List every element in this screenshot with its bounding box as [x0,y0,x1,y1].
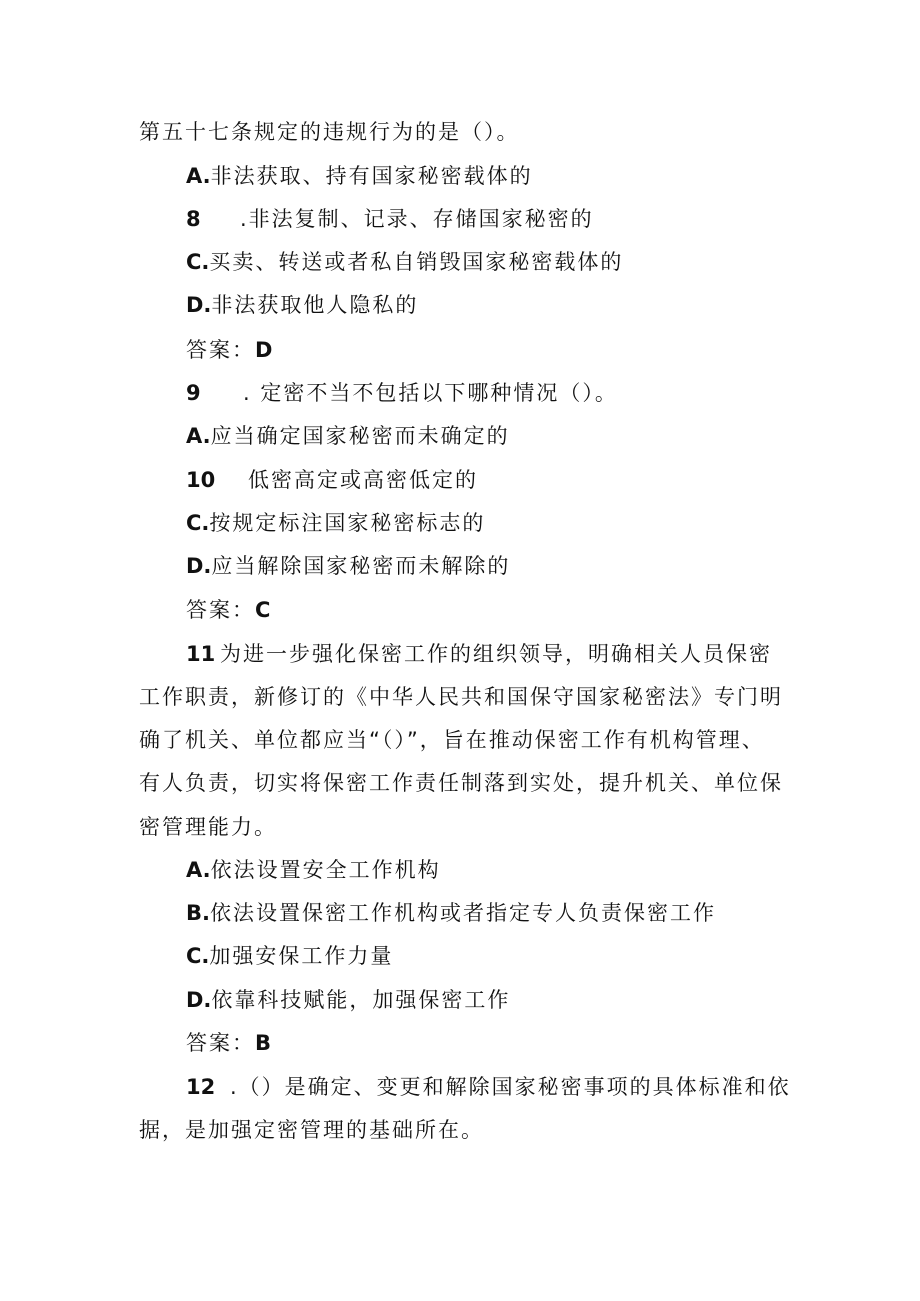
q7-answer: 答案：D [186,338,273,362]
q9-stem: 9 . 定密不当不包括以下哪种情况（）。 [186,381,618,405]
q9-option-c: C.按规定标注国家秘密标志的 [186,511,486,535]
q12-stem-line-1: 12 .（）是确定、变更和解除国家秘密事项的具体标准和依 [186,1075,791,1099]
q9-option-b: 10 低密高定或高密低定的 [186,468,478,492]
q7-option-b: 8 .非法复制、记录、存储国家秘密的 [186,207,594,231]
q12-stem-line-2: 据，是加强定密管理的基础所在。 [139,1118,484,1142]
q11-stem-line-3: 确了机关、单位都应当“（）”，旨在推动保密工作有机构管理、 [139,728,765,752]
q7-stem-tail: 第五十七条规定的违规行为的是（）。 [139,120,520,144]
q11-stem-line-2: 工作职责，新修订的《中华人民共和国保守国家秘密法》专门明 [139,685,783,709]
q11-option-b: B.依法设置保密工作机构或者指定专人负责保密工作 [186,901,716,925]
q9-answer: 答案：C [186,598,271,622]
q11-option-c: C.加强安保工作力量 [186,944,394,968]
q11-stem-line-1: 11 为进一步强化保密工作的组织领导，明确相关人员保密 [186,642,772,666]
q7-option-d: D.非法获取他人隐私的 [186,293,419,317]
q11-stem-line-4: 有人负责，切实将保密工作责任制落到实处，提升机关、单位保 [139,771,783,795]
q9-option-d: D.应当解除国家秘密而未解除的 [186,554,511,578]
q9-option-a: A.应当确定国家秘密而未确定的 [186,424,510,448]
q11-option-a: A.依法设置安全工作机构 [186,858,441,882]
q11-option-d: D.依靠科技赋能，加强保密工作 [186,988,511,1012]
q7-option-c: C.买卖、转送或者私自销毁国家秘密载体的 [186,250,624,274]
q11-stem-line-5: 密管理能力。 [139,815,277,839]
q7-option-a: A.非法获取、持有国家秘密载体的 [186,164,533,188]
q11-answer: 答案：B [186,1031,272,1055]
